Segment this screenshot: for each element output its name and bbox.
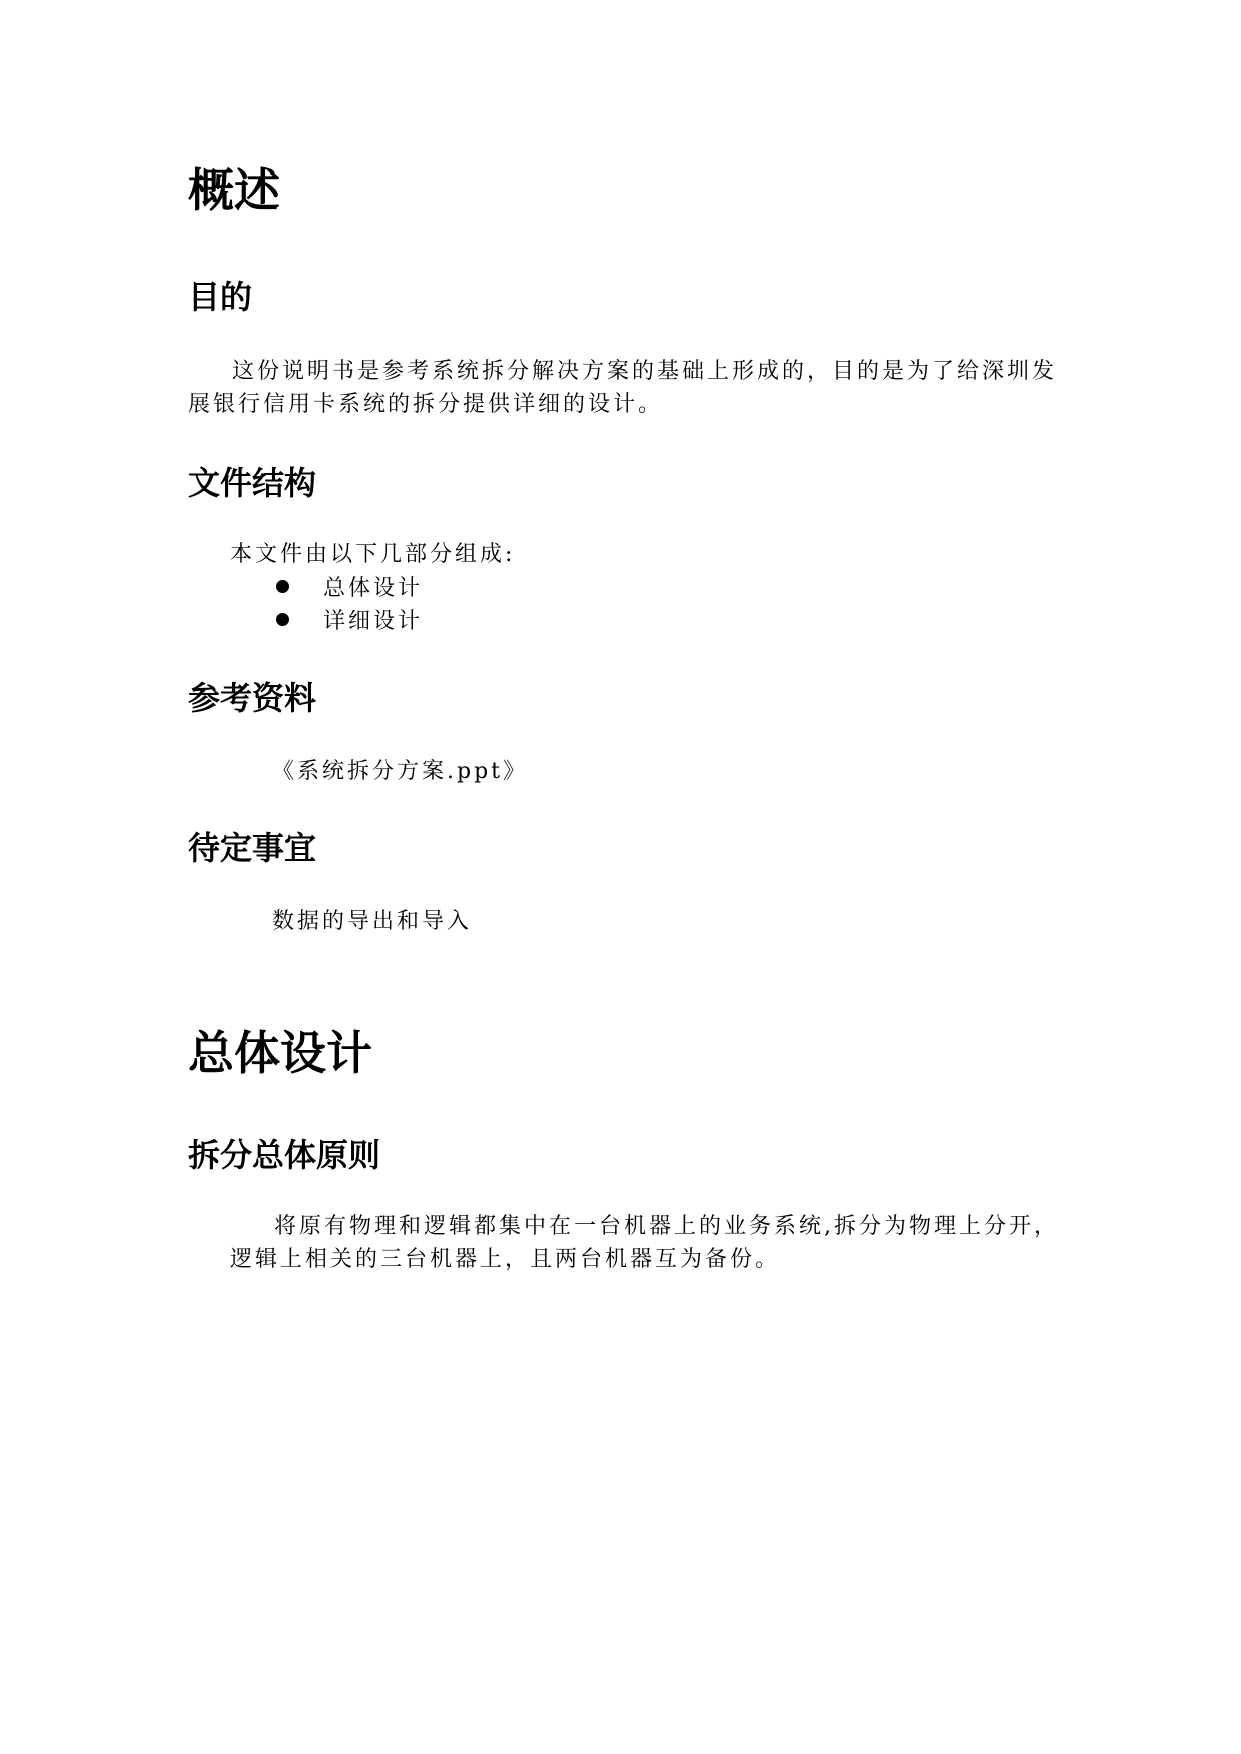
structure-intro: 本文件由以下几部分组成: (230, 542, 516, 567)
list-item (270, 603, 423, 636)
section-title-overview: 概述 (188, 163, 280, 217)
list-item (270, 570, 423, 603)
principle-paragraph: 将原有物理和逻辑都集中在一台机器上的业务系统,拆分为物理上分开，逻辑上相关的三台机器上，且两台机器互为备份。 (230, 1214, 1059, 1272)
heading-pending: 待定事宜 (188, 829, 317, 867)
section-title-general-design: 总体设计 (188, 1026, 372, 1080)
references-text: 《系统拆分方案.ppt》 (272, 759, 529, 784)
bullet-icon (276, 580, 289, 593)
list-item-label: 详细设计 (323, 609, 424, 634)
pending-text: 数据的导出和导入 (272, 909, 473, 934)
purpose-paragraph: 这份说明书是参考系统拆分解决方案的基础上形成的，目的是为了给深圳发展银行信用卡系统的拆分提供详细的设计。 (188, 359, 1058, 417)
heading-references: 参考资料 (188, 679, 317, 717)
heading-file-structure: 文件结构 (188, 464, 317, 502)
heading-purpose: 目的 (188, 278, 253, 316)
heading-split-principle: 拆分总体原则 (188, 1136, 381, 1174)
structure-list (270, 570, 423, 636)
list-item-label: 总体设计 (323, 576, 424, 601)
bullet-icon (276, 613, 289, 626)
